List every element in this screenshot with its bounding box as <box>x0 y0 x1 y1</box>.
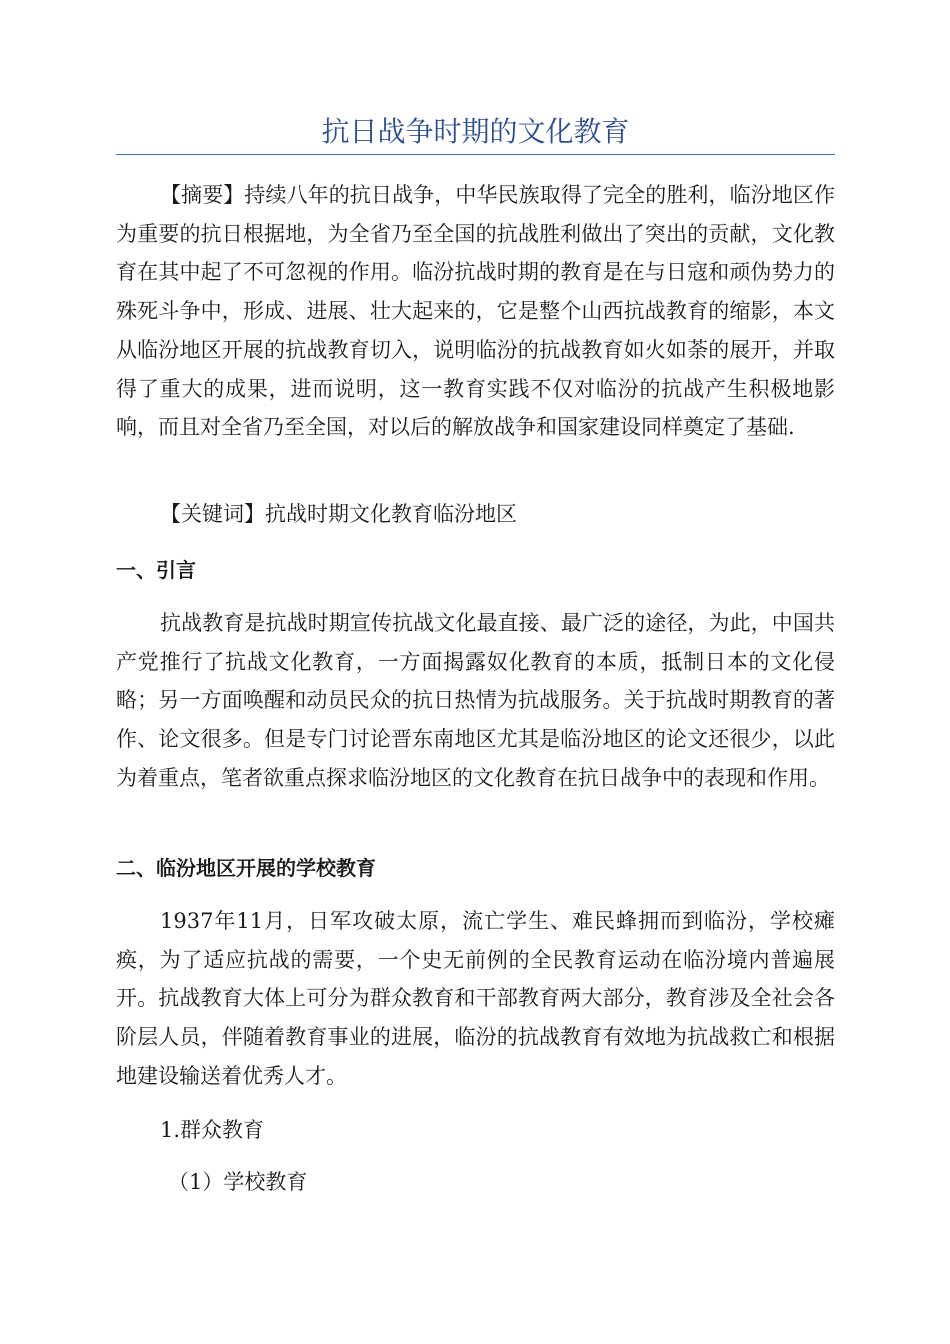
title-divider <box>116 154 835 155</box>
section-heading-school-education: 二、临汾地区开展的学校教育 <box>116 856 376 880</box>
school-education-paragraph: 1937年11月，日军攻破太原，流亡学生、难民蜂拥而到临汾，学校瘫痪，为了适应抗战的需要，一个史无前例的全民教育运动在临汾境内普遍展开。抗战教育大体上可分为群众教育和干部教育两大部分，教育涉及全社会各阶层人员，伴随着教育事业的进展，临汾的抗战教育有效地为抗战救亡和根据地建设输送着优秀人才。 <box>116 909 835 1088</box>
keywords-line: 【关键词】抗战时期文化教育临汾地区 <box>160 502 517 526</box>
subheading-school-education: （1）学校教育 <box>168 1170 308 1194</box>
subheading-mass-education: 1.群众教育 <box>160 1118 265 1142</box>
introduction-paragraph: 抗战教育是抗战时期宣传抗战文化最直接、最广泛的途径，为此，中国共产党推行了抗战文化教育，一方面揭露奴化教育的本质，抵制日本的文化侵略；另一方面唤醒和动员民众的抗日热情为抗战服务。关于抗战时期教育的著作、论文很多。但是专门讨论晋东南地区尤其是临汾地区的论文还很少，以此为着重点，笔者欲重点探求临汾地区的文化教育在抗日战争中的表现和作用。 <box>116 611 835 790</box>
section-heading-introduction: 一、引言 <box>116 558 196 582</box>
abstract-paragraph: 【摘要】持续八年的抗日战争，中华民族取得了完全的胜利，临汾地区作为重要的抗日根据地，为全省乃至全国的抗战胜利做出了突出的贡献，文化教育在其中起了不可忽视的作用。临汾抗战时期的教育是在与日寇和顽伪势力的殊死斗争中，形成、进展、壮大起来的，它是整个山西抗战教育的缩影，本文从临汾地区开展的抗战教育切入，说明临汾的抗战教育如火如荼的展开，并取得了重大的成果，进而说明，这一教育实践不仅对临汾的抗战产生积极地影响，而且对全省乃至全国，对以后的解放战争和国家建设同样奠定了基础. <box>116 183 835 440</box>
page-title: 抗日战争时期的文化教育 <box>321 115 630 148</box>
